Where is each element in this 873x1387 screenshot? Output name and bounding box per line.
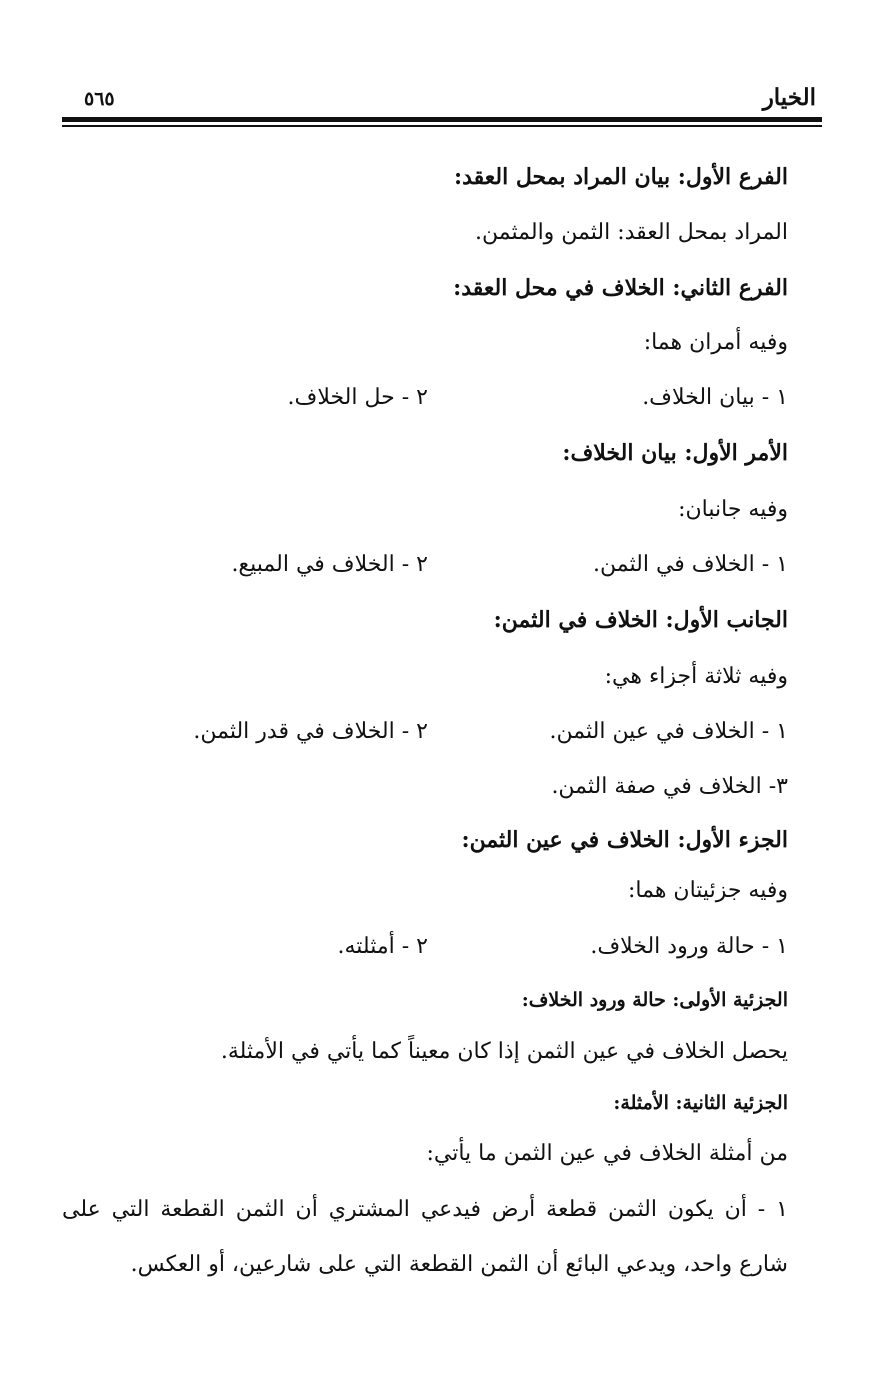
page-number: ٥٦٥ xyxy=(84,88,115,110)
list-item: ١ - حالة ورود الخلاف. xyxy=(590,934,788,959)
paragraph-example-line-2: شارع واحد، ويدعي البائع أن الثمن القطعة التي على شارعين، أو العكس. xyxy=(130,1252,788,1277)
page-header xyxy=(62,80,822,114)
paragraph-example-line-1: ١ - أن يكون الثمن قطعة أرض فيدعي المشتري أن الثمن القطعة التي على xyxy=(62,1197,788,1222)
paragraph-two-matters: وفيه أمران هما: xyxy=(643,330,788,355)
header-rule-thin xyxy=(62,125,822,127)
paragraph-examples-intro: من أمثلة الخلاف في عين الثمن ما يأتي: xyxy=(426,1141,788,1166)
heading-first-aspect: الجانب الأول: الخلاف في الثمن: xyxy=(493,607,788,633)
header-rule-thick xyxy=(62,117,822,122)
paragraph-three-parts: وفيه ثلاثة أجزاء هي: xyxy=(604,664,788,689)
heading-first-subpart: الجزئية الأولى: حالة ورود الخلاف: xyxy=(521,989,788,1011)
list-item: ٢ - الخلاف في المبيع. xyxy=(231,552,428,577)
heading-first-branch: الفرع الأول: بيان المراد بمحل العقد: xyxy=(453,164,788,190)
list-item: ١ - بيان الخلاف. xyxy=(642,385,788,410)
paragraph-two-subparts: وفيه جزئيتان هما: xyxy=(628,878,788,903)
paragraph-two-aspects: وفيه جانبان: xyxy=(678,497,788,522)
heading-first-part: الجزء الأول: الخلاف في عين الثمن: xyxy=(461,827,788,853)
paragraph-definition: المراد بمحل العقد: الثمن والمثمن. xyxy=(475,220,788,245)
list-item: ٢ - الخلاف في قدر الثمن. xyxy=(193,719,428,744)
running-title: الخيار xyxy=(762,84,816,111)
list-item: ٢ - أمثلته. xyxy=(337,934,428,959)
heading-second-subpart: الجزئية الثانية: الأمثلة: xyxy=(613,1092,788,1114)
heading-first-matter: الأمر الأول: بيان الخلاف: xyxy=(562,440,788,466)
paragraph-occurrence: يحصل الخلاف في عين الثمن إذا كان معيناً كما يأتي في الأمثلة. xyxy=(220,1039,788,1064)
list-item: ٢ - حل الخلاف. xyxy=(287,385,428,410)
list-item: ١ - الخلاف في الثمن. xyxy=(593,552,788,577)
heading-second-branch: الفرع الثاني: الخلاف في محل العقد: xyxy=(453,275,788,301)
list-item: ١ - الخلاف في عين الثمن. xyxy=(549,719,788,744)
list-item: ٣- الخلاف في صفة الثمن. xyxy=(551,774,788,799)
